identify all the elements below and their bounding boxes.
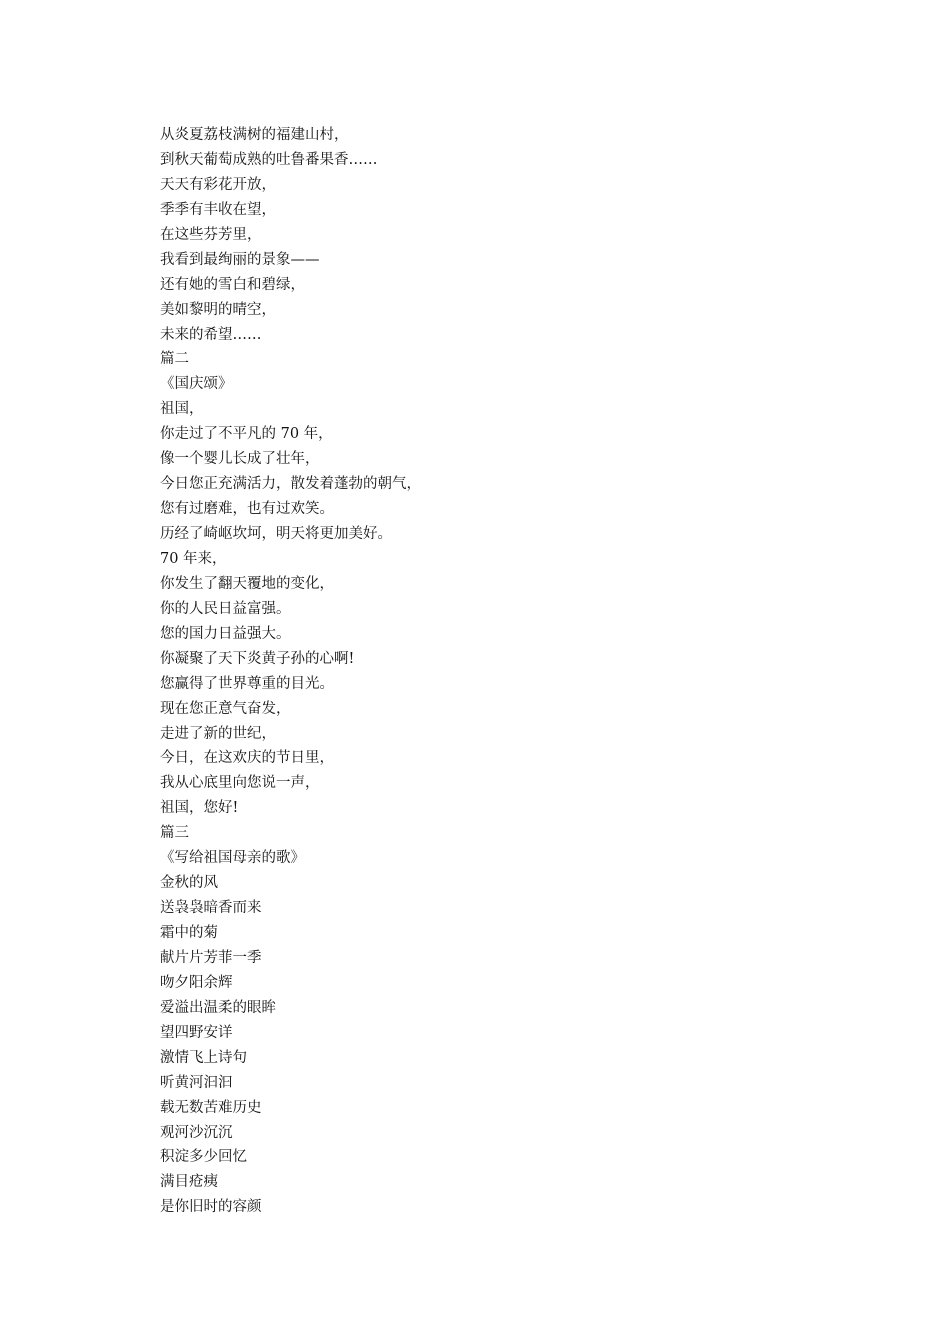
text-line: 70 年来， [160, 550, 227, 567]
text-line: 激情飞上诗句 [160, 1049, 247, 1066]
text-line: 听黄河汩汩 [160, 1074, 233, 1091]
text-line: 祖国， [160, 401, 204, 418]
text-line: 像一个婴儿长成了壮年， [160, 451, 320, 468]
text-line: 满目疮痍 [160, 1174, 218, 1191]
text-line: 你凝聚了天下炎黄子孙的心啊! [160, 650, 355, 667]
text-line: 载无数苦难历史 [160, 1099, 262, 1116]
poem-title: 《写给祖国母亲的歌》 [160, 850, 305, 867]
text-line: 祖国，您好! [160, 800, 239, 817]
text-line: 你发生了翻天覆地的变化， [160, 575, 334, 592]
text-line: 望四野安详 [160, 1024, 233, 1041]
section-heading: 篇二 [160, 351, 189, 368]
text-line: 金秋的风 [160, 875, 218, 892]
text-line: 季季有丰收在望， [160, 201, 276, 218]
text-line: 您的国力日益强大。 [160, 625, 291, 642]
text-line: 今日您正充满活力，散发着蓬勃的朝气， [160, 476, 421, 493]
text-line: 是你旧时的容颜 [160, 1199, 262, 1216]
text-line: 观河沙沉沉 [160, 1124, 233, 1141]
document-body [160, 123, 860, 1220]
text-line: 您赢得了世界尊重的目光。 [160, 675, 334, 692]
text-line: 走进了新的世纪， [160, 725, 276, 742]
text-line: 从炎夏荔枝满树的福建山村， [160, 127, 349, 143]
text-line: 到秋天葡萄成熟的吐鲁番果香…… [160, 151, 378, 168]
text-line: 您有过磨难，也有过欢笑。 [160, 501, 334, 518]
text-line: 天天有彩花开放， [160, 176, 276, 193]
section-heading: 篇三 [160, 825, 189, 842]
text-line: 美如黎明的晴空， [160, 301, 276, 318]
text-line: 你的人民日益富强。 [160, 600, 291, 617]
text-line: 吻夕阳余辉 [160, 974, 233, 991]
text-line: 历经了崎岖坎坷，明天将更加美好。 [160, 526, 392, 542]
text-line: 献片片芳菲一季 [160, 949, 262, 966]
text-line: 还有她的雪白和碧绿， [160, 276, 305, 293]
text-line: 送袅袅暗香而来 [160, 900, 262, 917]
text-line: 我从心底里向您说一声， [160, 775, 320, 792]
text-line: 我看到最绚丽的景象—— [160, 251, 320, 268]
text-line: 你走过了不平凡的 70 年， [160, 426, 333, 443]
text-line: 在这些芬芳里， [160, 226, 262, 243]
text-line: 霜中的菊 [160, 925, 218, 941]
text-line: 现在您正意气奋发， [160, 700, 291, 717]
text-line: 今日，在这欢庆的节日里， [160, 750, 334, 767]
text-line: 爱溢出温柔的眼眸 [160, 999, 276, 1016]
text-line: 积淀多少回忆 [160, 1149, 247, 1166]
text-line: 未来的希望…… [160, 326, 262, 343]
poem-title: 《国庆颂》 [160, 376, 233, 393]
